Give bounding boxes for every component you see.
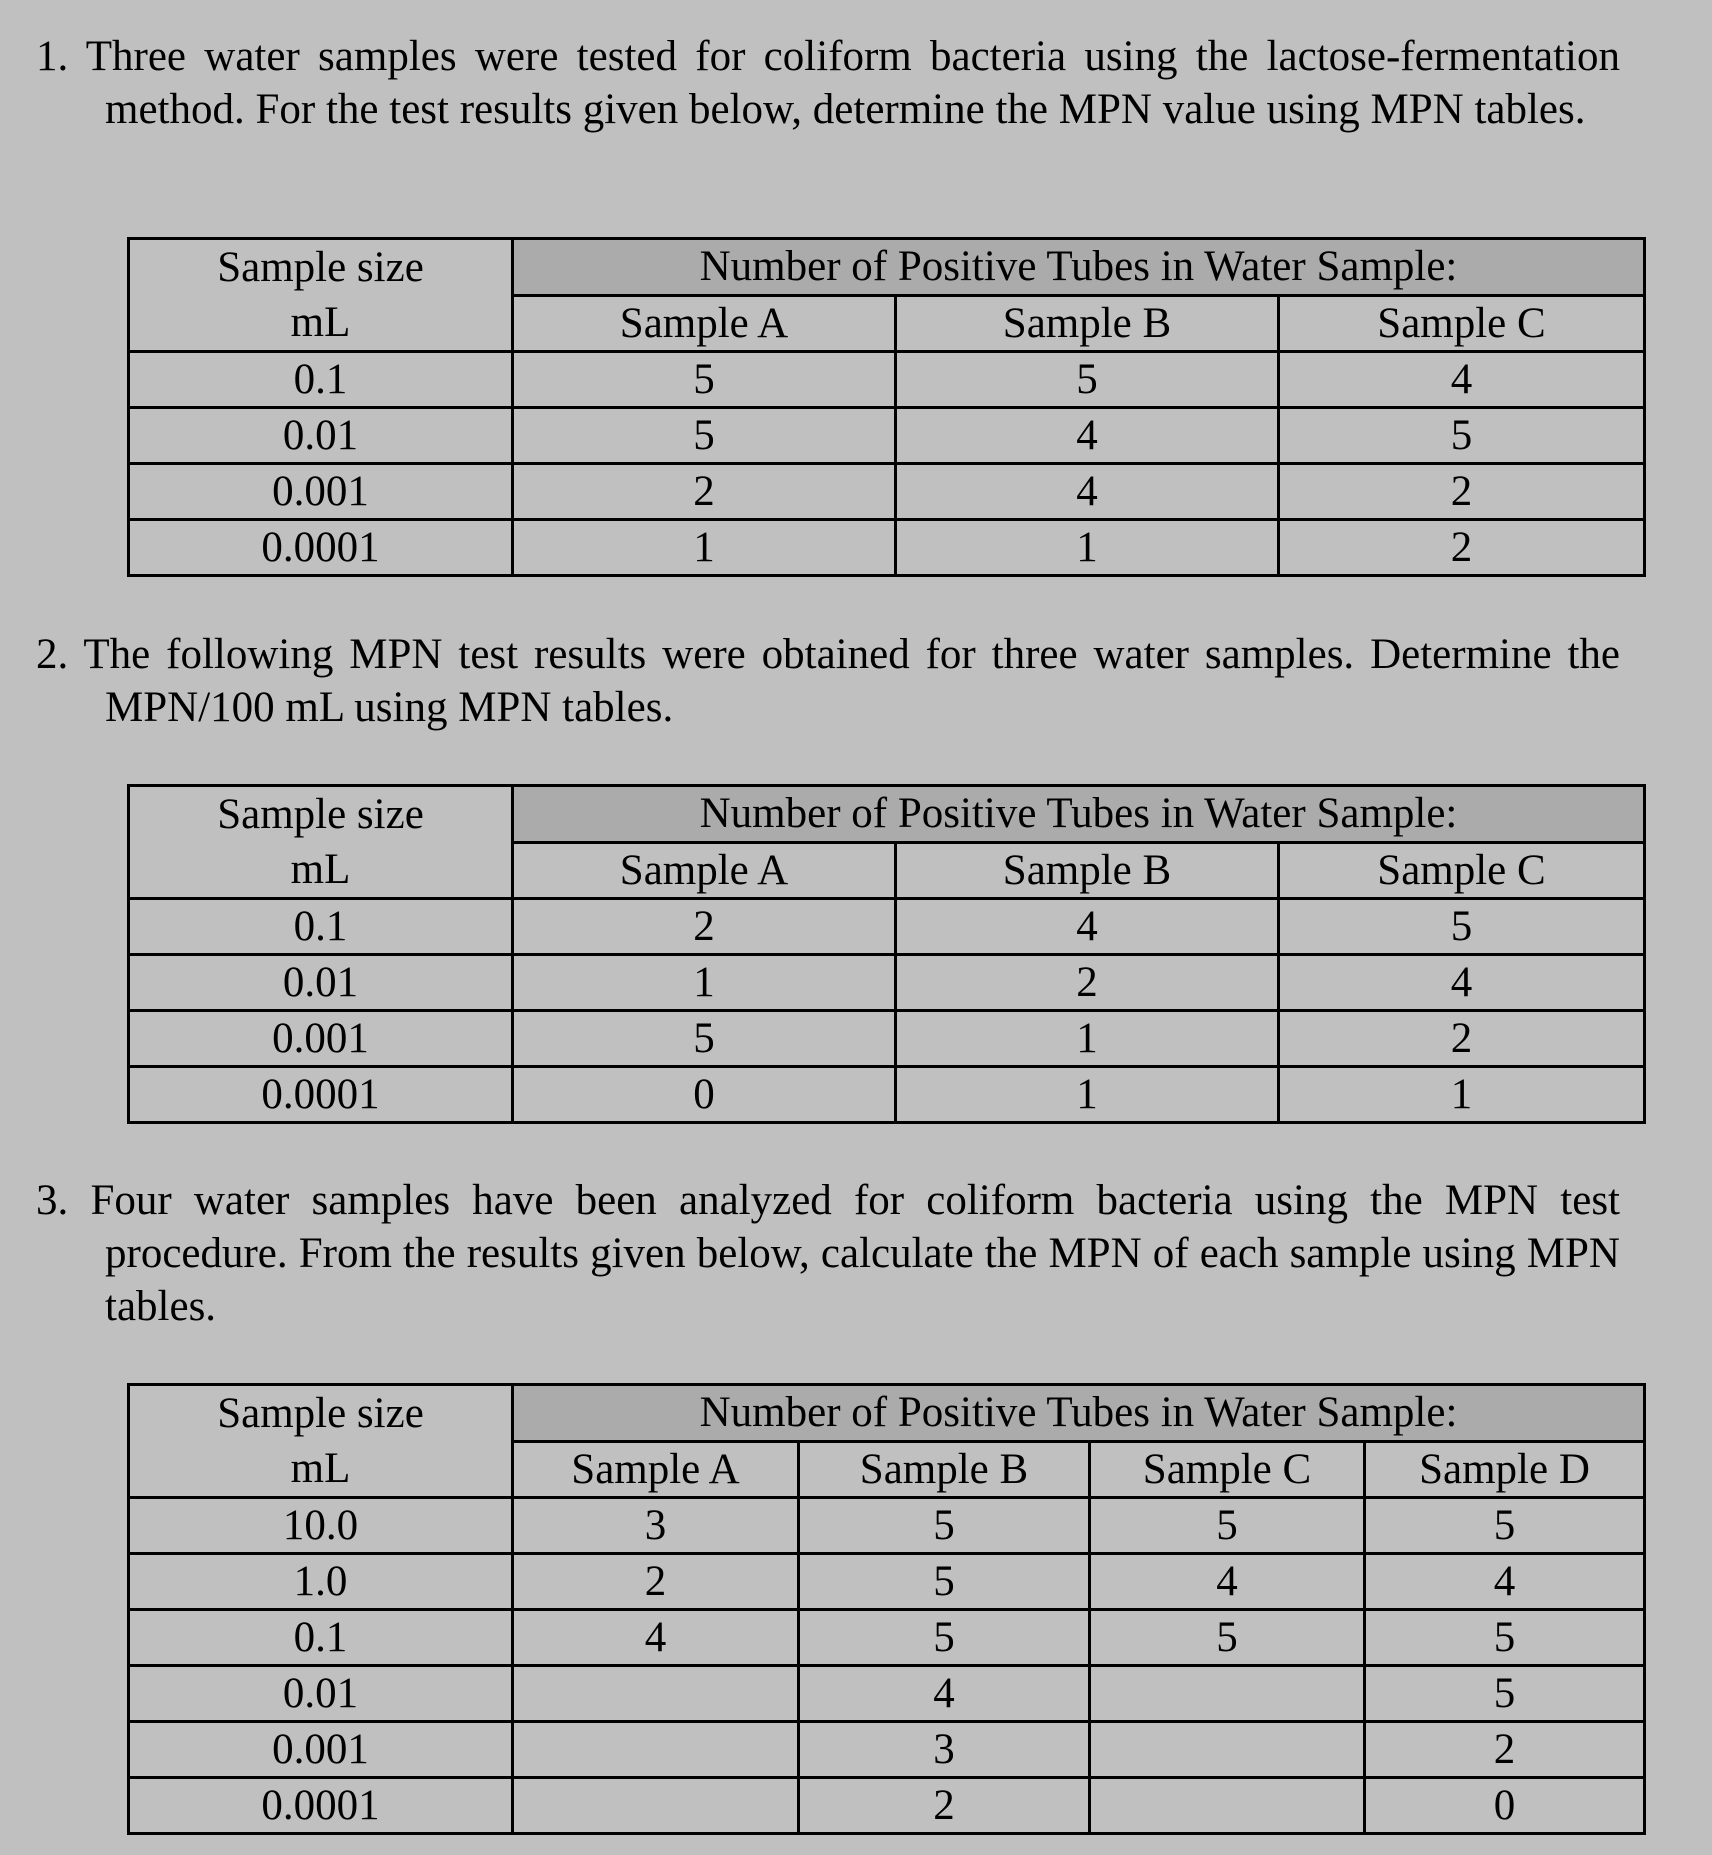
value-cell: 5 bbox=[1365, 1498, 1645, 1554]
table-header-row bbox=[129, 786, 1645, 843]
sample-size-cell: 0.01 bbox=[129, 955, 513, 1011]
sample-size-cell: 0.001 bbox=[129, 464, 513, 520]
value-cell bbox=[1090, 1722, 1365, 1778]
table-header-row bbox=[129, 1385, 1645, 1442]
sample-size-cell: 0.01 bbox=[129, 1666, 513, 1722]
value-cell: 2 bbox=[799, 1778, 1090, 1834]
value-cell: 2 bbox=[896, 955, 1279, 1011]
value-cell: 2 bbox=[513, 464, 896, 520]
sample-size-header: Sample size mL bbox=[129, 1385, 513, 1498]
value-cell: 4 bbox=[513, 1610, 799, 1666]
sample-c-header: Sample C bbox=[1279, 295, 1645, 352]
sample-b-header: Sample B bbox=[799, 1441, 1090, 1498]
value-cell: 3 bbox=[799, 1722, 1090, 1778]
value-cell: 1 bbox=[1279, 1067, 1645, 1123]
positive-tubes-header: Number of Positive Tubes in Water Sample: bbox=[513, 239, 1645, 296]
table-row bbox=[129, 352, 1645, 408]
question-1 bbox=[36, 30, 1620, 136]
results-table-2 bbox=[127, 784, 1646, 1124]
value-cell: 2 bbox=[1279, 464, 1645, 520]
value-cell: 3 bbox=[513, 1498, 799, 1554]
results-table-1 bbox=[127, 237, 1646, 577]
table-row bbox=[129, 520, 1645, 576]
question-number: 3. bbox=[36, 1177, 69, 1224]
sample-size-cell: 0.0001 bbox=[129, 520, 513, 576]
sample-a-header: Sample A bbox=[513, 295, 896, 352]
sample-size-cell: 0.001 bbox=[129, 1722, 513, 1778]
value-cell: 5 bbox=[513, 1011, 896, 1067]
value-cell: 1 bbox=[513, 955, 896, 1011]
value-cell: 4 bbox=[896, 464, 1279, 520]
sample-size-cell: 1.0 bbox=[129, 1554, 513, 1610]
table-row bbox=[129, 1666, 1645, 1722]
sample-size-cell: 0.01 bbox=[129, 408, 513, 464]
value-cell: 1 bbox=[896, 520, 1279, 576]
table-row bbox=[129, 1067, 1645, 1123]
value-cell: 4 bbox=[1090, 1554, 1365, 1610]
value-cell: 4 bbox=[896, 899, 1279, 955]
value-cell: 4 bbox=[896, 408, 1279, 464]
question-number: 2. bbox=[36, 631, 69, 678]
table-header-row bbox=[129, 239, 1645, 296]
question-number: 1. bbox=[36, 33, 69, 80]
sample-a-header: Sample A bbox=[513, 842, 896, 899]
value-cell: 4 bbox=[1279, 955, 1645, 1011]
value-cell: 1 bbox=[513, 520, 896, 576]
sample-d-header: Sample D bbox=[1365, 1441, 1645, 1498]
value-cell: 2 bbox=[513, 899, 896, 955]
value-cell: 5 bbox=[799, 1498, 1090, 1554]
positive-tubes-header: Number of Positive Tubes in Water Sample: bbox=[513, 786, 1645, 843]
value-cell bbox=[513, 1778, 799, 1834]
sample-size-cell: 0.0001 bbox=[129, 1778, 513, 1834]
value-cell bbox=[1090, 1778, 1365, 1834]
question-2 bbox=[36, 628, 1620, 734]
value-cell: 5 bbox=[1279, 899, 1645, 955]
sample-size-cell: 0.1 bbox=[129, 1610, 513, 1666]
value-cell: 5 bbox=[1090, 1610, 1365, 1666]
value-cell: 5 bbox=[799, 1554, 1090, 1610]
table-row bbox=[129, 955, 1645, 1011]
sample-size-header: Sample size mL bbox=[129, 239, 513, 352]
value-cell: 2 bbox=[1279, 1011, 1645, 1067]
question-text: Four water samples have been analyzed for coliform bacteria using the MPN test procedure. From the results given below, calculate the MPN of each sample using MPN tables. bbox=[90, 1177, 1621, 1330]
sample-size-cell: 0.1 bbox=[129, 352, 513, 408]
value-cell: 1 bbox=[896, 1067, 1279, 1123]
value-cell: 2 bbox=[1279, 520, 1645, 576]
value-cell bbox=[513, 1722, 799, 1778]
table-row bbox=[129, 464, 1645, 520]
table-row bbox=[129, 899, 1645, 955]
value-cell bbox=[513, 1666, 799, 1722]
table-row bbox=[129, 1722, 1645, 1778]
value-cell: 0 bbox=[513, 1067, 896, 1123]
value-cell: 5 bbox=[1365, 1610, 1645, 1666]
value-cell bbox=[1090, 1666, 1365, 1722]
table-row bbox=[129, 408, 1645, 464]
value-cell: 5 bbox=[1365, 1666, 1645, 1722]
results-table-3 bbox=[127, 1383, 1646, 1835]
sample-b-header: Sample B bbox=[896, 295, 1279, 352]
sample-size-cell: 10.0 bbox=[129, 1498, 513, 1554]
table-row bbox=[129, 1778, 1645, 1834]
question-text: Three water samples were tested for coliform bacteria using the lactose-fermentation method. For the test results given below, determine the MPN value using MPN tables. bbox=[85, 33, 1620, 133]
sample-size-header: Sample size mL bbox=[129, 786, 513, 899]
sample-size-cell: 0.0001 bbox=[129, 1067, 513, 1123]
table-row bbox=[129, 1498, 1645, 1554]
table-row bbox=[129, 1610, 1645, 1666]
sample-a-header: Sample A bbox=[513, 1441, 799, 1498]
value-cell: 5 bbox=[1279, 408, 1645, 464]
value-cell: 4 bbox=[1279, 352, 1645, 408]
value-cell: 4 bbox=[1365, 1554, 1645, 1610]
sample-b-header: Sample B bbox=[896, 842, 1279, 899]
value-cell: 5 bbox=[799, 1610, 1090, 1666]
value-cell: 5 bbox=[896, 352, 1279, 408]
question-3 bbox=[36, 1174, 1620, 1333]
sample-c-header: Sample C bbox=[1279, 842, 1645, 899]
table-row bbox=[129, 1554, 1645, 1610]
value-cell: 4 bbox=[799, 1666, 1090, 1722]
value-cell: 2 bbox=[513, 1554, 799, 1610]
value-cell: 5 bbox=[513, 408, 896, 464]
sample-size-cell: 0.1 bbox=[129, 899, 513, 955]
value-cell: 0 bbox=[1365, 1778, 1645, 1834]
value-cell: 5 bbox=[1090, 1498, 1365, 1554]
table-row bbox=[129, 1011, 1645, 1067]
sample-c-header: Sample C bbox=[1090, 1441, 1365, 1498]
question-text: The following MPN test results were obtained for three water samples. Determine the MPN/100 mL using MPN tables. bbox=[83, 631, 1620, 731]
positive-tubes-header: Number of Positive Tubes in Water Sample: bbox=[513, 1385, 1645, 1442]
value-cell: 1 bbox=[896, 1011, 1279, 1067]
value-cell: 2 bbox=[1365, 1722, 1645, 1778]
sample-size-cell: 0.001 bbox=[129, 1011, 513, 1067]
value-cell: 5 bbox=[513, 352, 896, 408]
